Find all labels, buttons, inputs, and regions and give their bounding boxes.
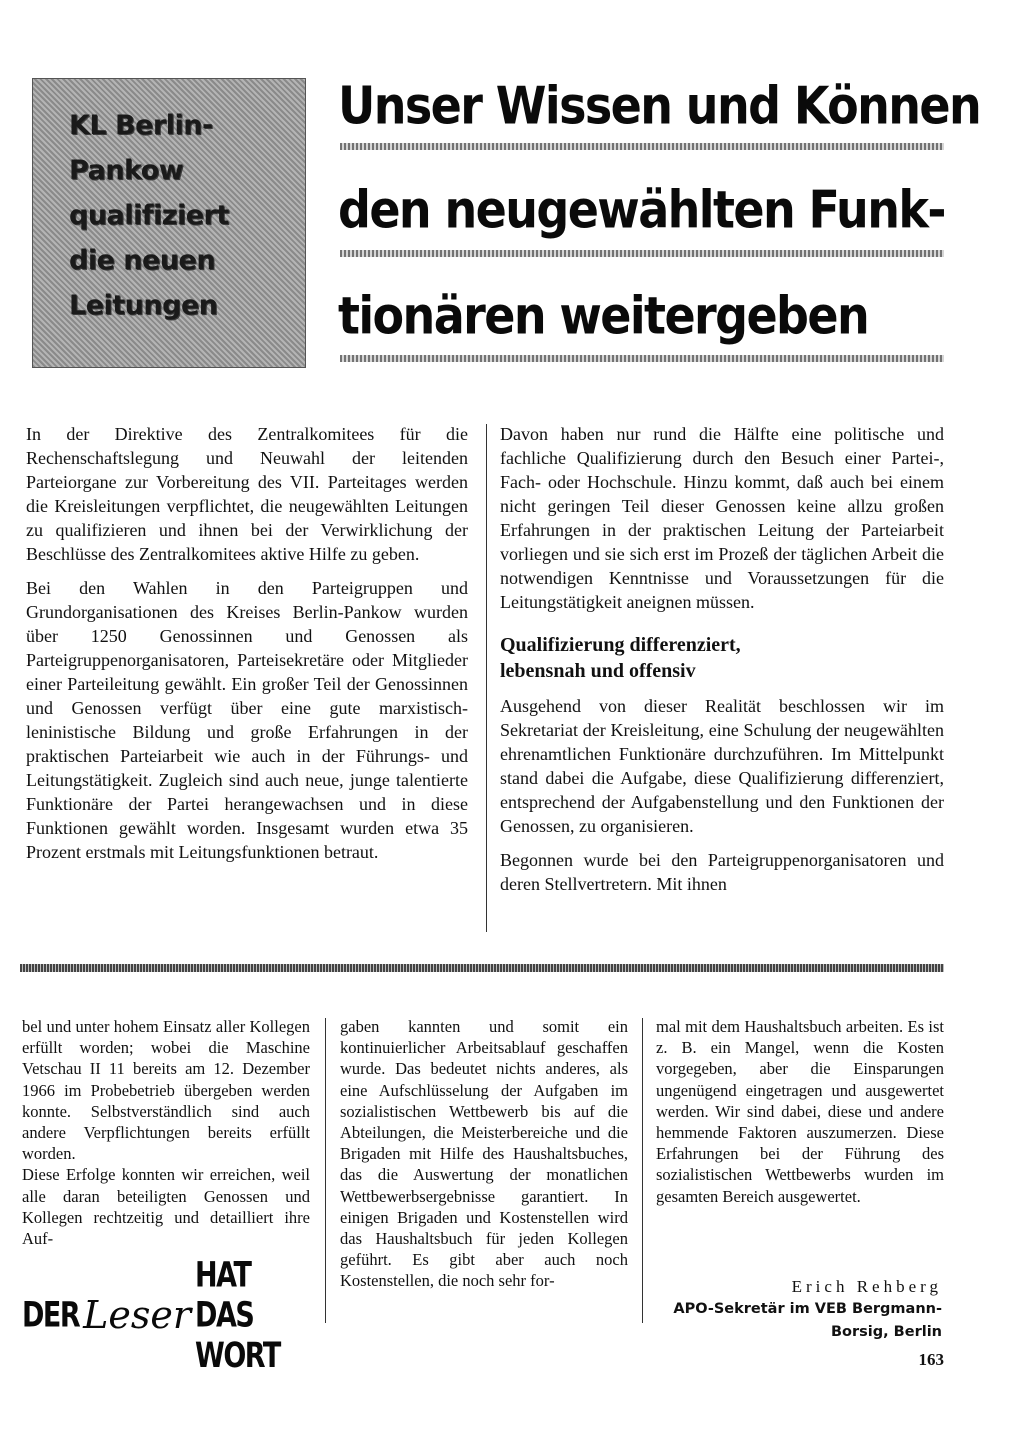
column-divider (325, 1018, 326, 1323)
section-heading-line: lebensnah und offensiv (500, 660, 696, 682)
author-role: Borsig, Berlin (830, 1324, 942, 1340)
page-number: 163 (918, 1350, 944, 1369)
author-name: Erich Rehberg (791, 1277, 942, 1296)
topic-box-line: KL Berlin- (69, 110, 213, 141)
paragraph: bel und unter hohem Einsatz aller Kollegen erfüllt worden; wobei die Maschine Vetschau II 11 bereits am 12. Dezember 1966 im Probebetrieb übergeben werden konnte. Selbstverständlich sind auch andere Verpflichtungen bereits erfüllt worden. (22, 1017, 310, 1164)
headline-line-1: Unser Wissen und Können (338, 75, 981, 136)
headline-rule (340, 143, 944, 150)
topic-box-line: qualifiziert (69, 200, 229, 231)
letter-column-3 (656, 1016, 944, 1207)
section-heading-line: Qualifizierung differenziert, (500, 634, 741, 656)
letter-column-1 (22, 1016, 310, 1249)
headline-line-2: den neugewählten Funk- (338, 179, 945, 240)
topic-box-title (69, 103, 301, 328)
topic-box-line: die neuen (69, 245, 216, 276)
paragraph: Diese Erfolge konnten wir erreichen, weil alle daran beteiligten Genossen und Kollegen rechtzeitig und detailliert ihre Auf- (22, 1165, 310, 1249)
paragraph: Bei den Wahlen in den Parteigruppen und Grundorganisationen des Kreises Berlin-Pankow wurden über 1250 Genossinnen und Genossen als Parteigruppenorganisatoren, Parteisekretäre oder Mitglieder einer Parteileitung gewählt. Ein großer Teil der Genossinnen und Genossen verfügt über eine gute marxistisch-leninistische Bildung und große Erfahrungen in der praktischen Parteiarbeit wie auch in der Führungs- und Leitungstätigkeit. Zugleich sind auch neue, junge talentierte Funktionäre der Partei herangewachsen und in diese Funktionen gewählt worden. Insgesamt wurden etwa 35 Prozent erstmals mit Leitungsfunktionen betraut. (26, 578, 468, 862)
leser-hat-das-wort-logo (22, 1254, 304, 1376)
headline-rule (340, 250, 944, 257)
topic-box (32, 78, 306, 368)
logo-part: HAT DAS WORT (195, 1254, 280, 1376)
paragraph: Begonnen wurde bei den Parteigruppenorganisatoren und deren Stellvertretern. Mit ihnen (500, 850, 944, 894)
paragraph: gaben kannten und somit ein kontinuierlicher Arbeitsablauf geschaffen wurde. Das bedeutet nichts anderes, als eine Aufschlüsselung der Aufgaben im sozialistischen Wettbewerb bis auf die Abteilungen, die Meisterbereiche und die Brigaden mit Hilfe des Haushaltsbuches, das die Auswertung der monatlichen Wettbewerbsergebnisse garantiert. In einigen Brigaden und Kostenstellen wird das Haushaltsbuch für jeden Kollegen geführt. Es gibt aber auch noch Kostenstellen, die noch sehr for- (340, 1017, 628, 1291)
paragraph: In der Direktive des Zentralkomitees für die Rechenschaftslegung und Neuwahl der leitenden Parteiorgane zur Vorbereitung des VII. Parteitages werden die Kreisleitungen verpflichtet, die neugewählten Leitungen zu qualifizieren und ihnen bei der Verwirklichung der Beschlüsse des Zentralkomitees aktive Hilfe zu geben. (26, 424, 468, 564)
author-signature (640, 1275, 942, 1344)
section-heading (500, 632, 944, 684)
letter-column-2 (340, 1016, 628, 1292)
intro-right-column (500, 422, 944, 896)
paragraph: Davon haben nur rund die Hälfte eine politische und fachliche Qualifizierung durch den Besuch einer Partei-, Fach- oder Hochschule. Hinzu kommt, daß auch bei einem nicht geringen Teil dieser Genossen keine allzu großen Erfahrungen in der praktischen Leitung der Parteiarbeit vorliegen und sie sich erst im Prozeß der täglichen Arbeit die notwendigen Kenntnisse und Voraussetzungen für die Leitungstätigkeit aneignen müssen. (500, 424, 944, 612)
author-role: APO-Sekretär im VEB Bergmann- (673, 1301, 942, 1317)
logo-part: DER (22, 1294, 80, 1336)
paragraph: mal mit dem Haushaltsbuch arbeiten. Es ist z. B. ein Mangel, wenn die Kosten vorgegeben, aber die Einsparungen ungenügend eingetragen und ausgewertet werden. Wir sind dabei, diese und andere hemmende Faktoren auszumerzen. Diese Erfahrungen bei der Führung des sozialistischen Wettbewerbs wurden im gesamten Bereich ausgewertet. (656, 1017, 944, 1206)
section-divider (20, 964, 944, 972)
paragraph: Ausgehend von dieser Realität beschlossen wir im Sekretariat der Kreisleitung, eine Schulung der neugewählten ehrenamtlichen Funktionäre durchzuführen. Im Mittelpunkt stand dabei die Aufgabe, diese Qualifizierung differenziert, entsprechend der Aufgabenstellung und den Funktionen der Genossen, zu organisieren. (500, 696, 944, 836)
intro-left-column (26, 422, 468, 874)
column-divider (486, 424, 487, 932)
topic-box-line: Pankow (69, 155, 184, 186)
logo-script: Leser (83, 1293, 192, 1337)
headline-rule (340, 355, 944, 362)
topic-box-line: Leitungen (69, 290, 218, 321)
headline-line-3: tionären weitergeben (338, 285, 869, 346)
